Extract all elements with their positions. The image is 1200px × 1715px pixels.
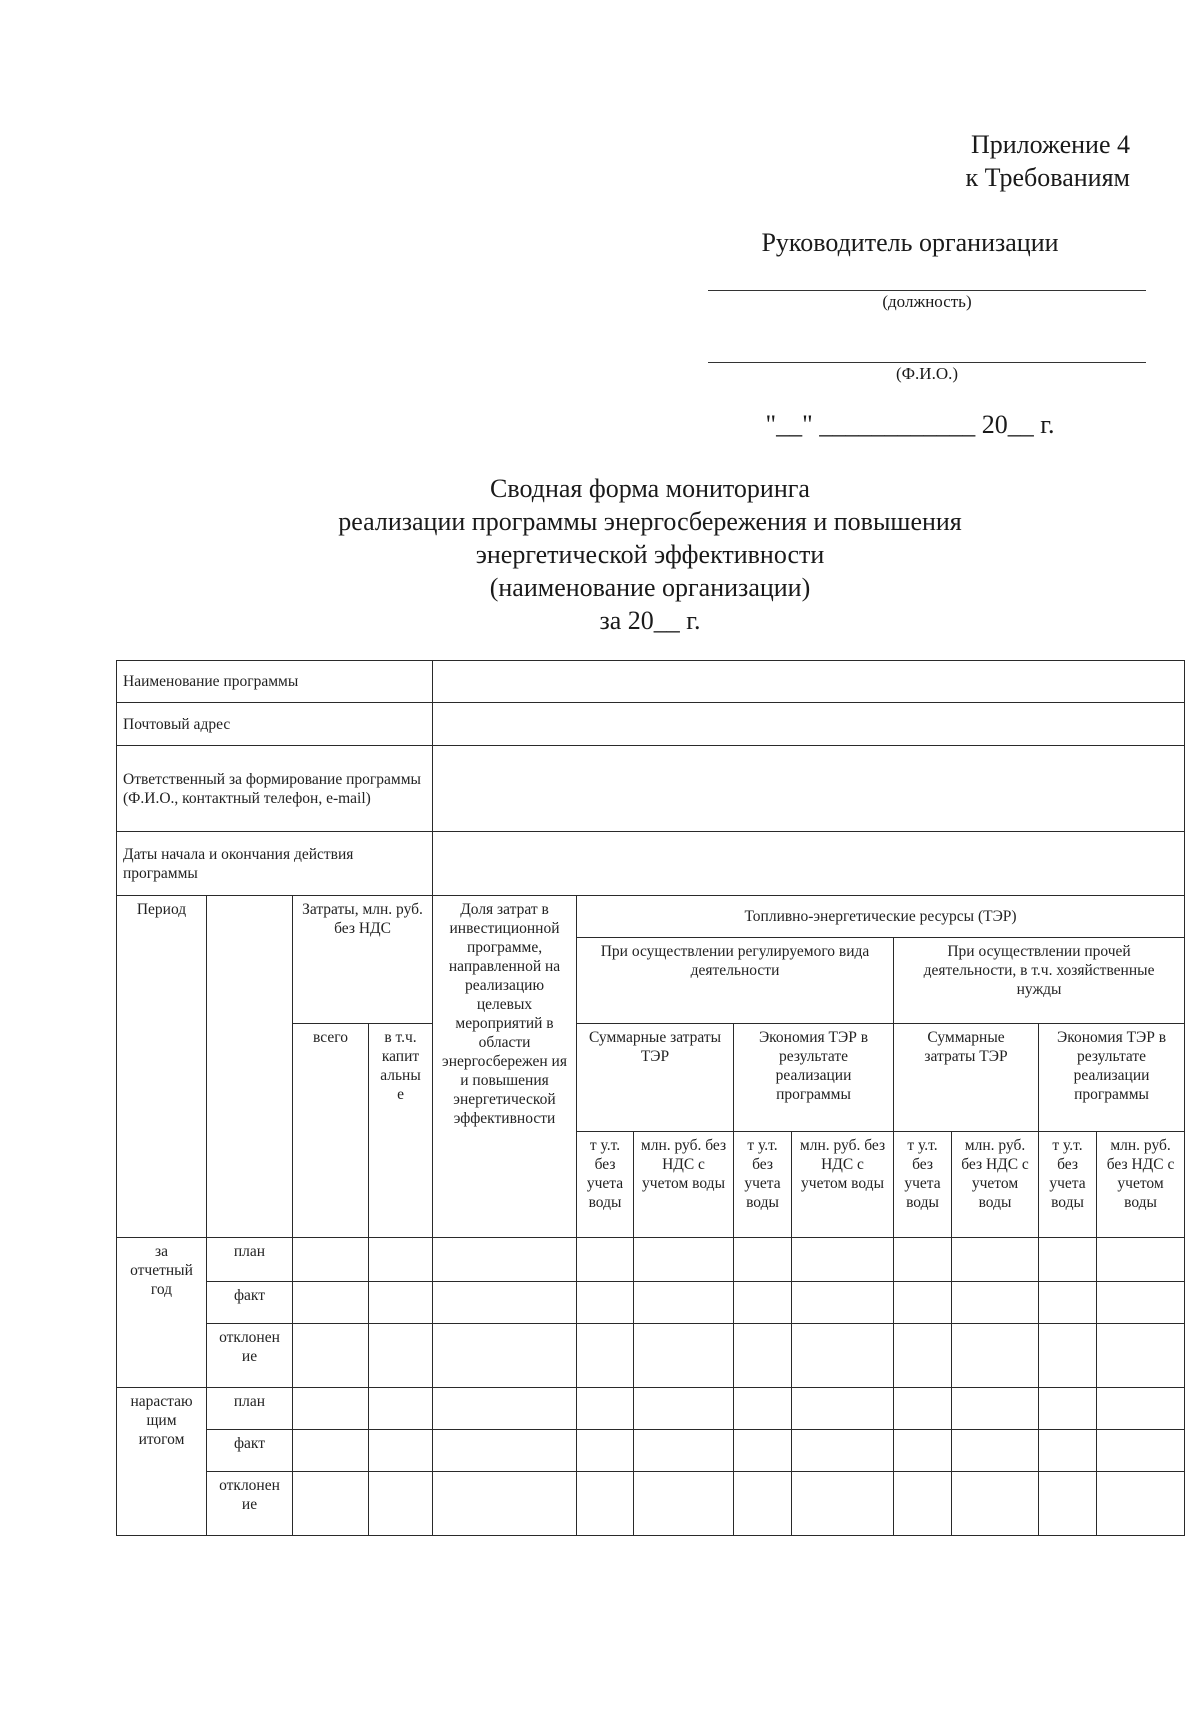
period-label: за отчетный год — [117, 1238, 207, 1388]
data-cell[interactable] — [792, 1430, 894, 1472]
data-cell[interactable] — [369, 1430, 433, 1472]
approver-title: Руководитель организации — [761, 228, 1059, 257]
data-cell[interactable] — [577, 1388, 634, 1430]
data-cell[interactable] — [1039, 1472, 1097, 1536]
row-type-label: факт — [207, 1282, 293, 1324]
header-row — [117, 896, 1185, 938]
data-cell[interactable] — [369, 1472, 433, 1536]
info-label: Ответственный за формирование программы (Ф.И.О., контактный телефон, e-mail) — [117, 746, 433, 832]
unit-header: т у.т. без учета воды — [894, 1132, 952, 1238]
data-cell[interactable] — [894, 1472, 952, 1536]
table-row — [117, 1238, 1185, 1282]
row-type-label: факт — [207, 1430, 293, 1472]
form-title-line-5: за 20__ г. — [599, 606, 701, 635]
data-cell[interactable] — [293, 1430, 369, 1472]
appendix-line-2: к Требованиям — [965, 163, 1130, 192]
data-cell[interactable] — [1039, 1430, 1097, 1472]
data-cell[interactable] — [634, 1430, 734, 1472]
data-cell[interactable] — [433, 1388, 577, 1430]
data-cell[interactable] — [1097, 1282, 1185, 1324]
unit-header: млн. руб. без НДС с учетом воды — [634, 1132, 734, 1238]
data-cell[interactable] — [433, 1282, 577, 1324]
position-caption: (должность) — [882, 292, 972, 311]
appendix-line-1: Приложение 4 — [970, 130, 1130, 159]
data-cell[interactable] — [1039, 1388, 1097, 1430]
monitoring-table — [116, 660, 1185, 1536]
data-cell[interactable] — [577, 1238, 634, 1282]
data-cell[interactable] — [634, 1388, 734, 1430]
data-cell[interactable] — [433, 1472, 577, 1536]
data-cell[interactable] — [293, 1388, 369, 1430]
unit-header: т у.т. без учета воды — [577, 1132, 634, 1238]
unit-header: т у.т. без учета воды — [734, 1132, 792, 1238]
data-cell[interactable] — [734, 1472, 792, 1536]
data-cell[interactable] — [734, 1388, 792, 1430]
table-row — [117, 1472, 1185, 1536]
data-cell[interactable] — [433, 1238, 577, 1282]
data-cell[interactable] — [792, 1282, 894, 1324]
data-cell[interactable] — [734, 1324, 792, 1388]
info-value-field[interactable] — [433, 661, 1185, 703]
data-cell[interactable] — [433, 1430, 577, 1472]
regulated-total-costs-header: Суммарные затраты ТЭР — [577, 1024, 734, 1132]
data-cell[interactable] — [293, 1324, 369, 1388]
row-type-label: отклонен ие — [207, 1324, 293, 1388]
data-cell[interactable] — [894, 1324, 952, 1388]
data-cell[interactable] — [634, 1282, 734, 1324]
info-value-field[interactable] — [433, 832, 1185, 896]
data-cell[interactable] — [952, 1430, 1039, 1472]
other-activity-header: При осуществлении прочей деятельности, в т.ч. хозяйственные нужды — [894, 938, 1185, 1024]
data-cell[interactable] — [734, 1238, 792, 1282]
info-value-field[interactable] — [433, 746, 1185, 832]
data-cell[interactable] — [1097, 1430, 1185, 1472]
info-label: Даты начала и окончания действия программы — [117, 832, 433, 896]
data-cell[interactable] — [369, 1388, 433, 1430]
data-cell[interactable] — [577, 1282, 634, 1324]
name-line — [708, 362, 1146, 363]
name-caption: (Ф.И.О.) — [895, 364, 959, 383]
costs-total-header: всего — [293, 1024, 369, 1238]
data-cell[interactable] — [369, 1324, 433, 1388]
table-row — [117, 1324, 1185, 1388]
other-total-costs-header: Суммарные затраты ТЭР — [894, 1024, 1039, 1132]
data-cell[interactable] — [894, 1282, 952, 1324]
regulated-savings-header: Экономия ТЭР в результате реализации программы — [734, 1024, 894, 1132]
data-cell[interactable] — [952, 1282, 1039, 1324]
data-cell[interactable] — [792, 1238, 894, 1282]
form-title — [240, 472, 1060, 637]
period-label: нарастаю щим итогом — [117, 1388, 207, 1536]
data-cell[interactable] — [1097, 1388, 1185, 1430]
table-row — [117, 1430, 1185, 1472]
share-header: Доля затрат в инвестиционной программе, направленной на реализацию целевых мероприятий в области энергосбережен ия и повышения энергетической эффективности — [433, 896, 577, 1238]
data-cell[interactable] — [952, 1324, 1039, 1388]
data-cell[interactable] — [894, 1388, 952, 1430]
data-cell[interactable] — [1097, 1238, 1185, 1282]
data-cell[interactable] — [792, 1324, 894, 1388]
data-cell[interactable] — [634, 1472, 734, 1536]
unit-header: млн. руб. без НДС с учетом воды — [1097, 1132, 1185, 1238]
form-title-line-3: энергетической эффективности — [475, 540, 825, 569]
data-cell[interactable] — [894, 1238, 952, 1282]
costs-header: Затраты, млн. руб. без НДС — [293, 896, 433, 1024]
data-cell[interactable] — [577, 1324, 634, 1388]
data-cell[interactable] — [293, 1238, 369, 1282]
data-cell[interactable] — [634, 1238, 734, 1282]
data-cell[interactable] — [1097, 1472, 1185, 1536]
row-type-label: отклонен ие — [207, 1472, 293, 1536]
date-line: "__" ____________ 20__ г. — [765, 410, 1055, 439]
regulated-activity-header: При осуществлении регулируемого вида деятельности — [577, 938, 894, 1024]
period-header: Период — [117, 896, 207, 1238]
data-cell[interactable] — [734, 1282, 792, 1324]
info-value-field[interactable] — [433, 703, 1185, 746]
data-cell[interactable] — [1097, 1324, 1185, 1388]
data-cell[interactable] — [952, 1388, 1039, 1430]
data-cell[interactable] — [1039, 1238, 1097, 1282]
data-cell[interactable] — [577, 1430, 634, 1472]
info-row — [117, 832, 1185, 896]
form-title-line-4: (наименование организации) — [489, 573, 811, 602]
row-type-label: план — [207, 1238, 293, 1282]
data-cell[interactable] — [734, 1430, 792, 1472]
info-row — [117, 746, 1185, 832]
position-line — [708, 290, 1146, 291]
data-cell[interactable] — [1039, 1324, 1097, 1388]
table-row — [117, 1282, 1185, 1324]
data-cell[interactable] — [792, 1472, 894, 1536]
data-cell[interactable] — [634, 1324, 734, 1388]
info-label: Почтовый адрес — [117, 703, 433, 746]
data-cell[interactable] — [293, 1472, 369, 1536]
data-cell[interactable] — [894, 1430, 952, 1472]
unit-header: т у.т. без учета воды — [1039, 1132, 1097, 1238]
data-cell[interactable] — [293, 1282, 369, 1324]
unit-header: млн. руб. без НДС с учетом воды — [792, 1132, 894, 1238]
row-type-label: план — [207, 1388, 293, 1430]
form-title-line-1: Сводная форма мониторинга — [490, 474, 810, 503]
data-cell[interactable] — [577, 1472, 634, 1536]
data-cell[interactable] — [1039, 1282, 1097, 1324]
ter-header: Топливно-энергетические ресурсы (ТЭР) — [577, 896, 1185, 938]
table-row — [117, 1388, 1185, 1430]
data-cell[interactable] — [369, 1238, 433, 1282]
appendix-label — [900, 128, 1130, 194]
data-cell[interactable] — [369, 1282, 433, 1324]
other-savings-header: Экономия ТЭР в результате реализации программы — [1039, 1024, 1185, 1132]
info-row — [117, 703, 1185, 746]
row-type-header — [207, 896, 293, 1238]
costs-capital-header: в т.ч. капит альны е — [369, 1024, 433, 1238]
info-label: Наименование программы — [117, 661, 433, 703]
data-cell[interactable] — [433, 1324, 577, 1388]
form-title-line-2: реализации программы энергосбережения и повышения — [338, 507, 962, 536]
unit-header: млн. руб. без НДС с учетом воды — [952, 1132, 1039, 1238]
info-row — [117, 661, 1185, 703]
data-cell[interactable] — [952, 1472, 1039, 1536]
data-cell[interactable] — [792, 1388, 894, 1430]
data-cell[interactable] — [952, 1238, 1039, 1282]
